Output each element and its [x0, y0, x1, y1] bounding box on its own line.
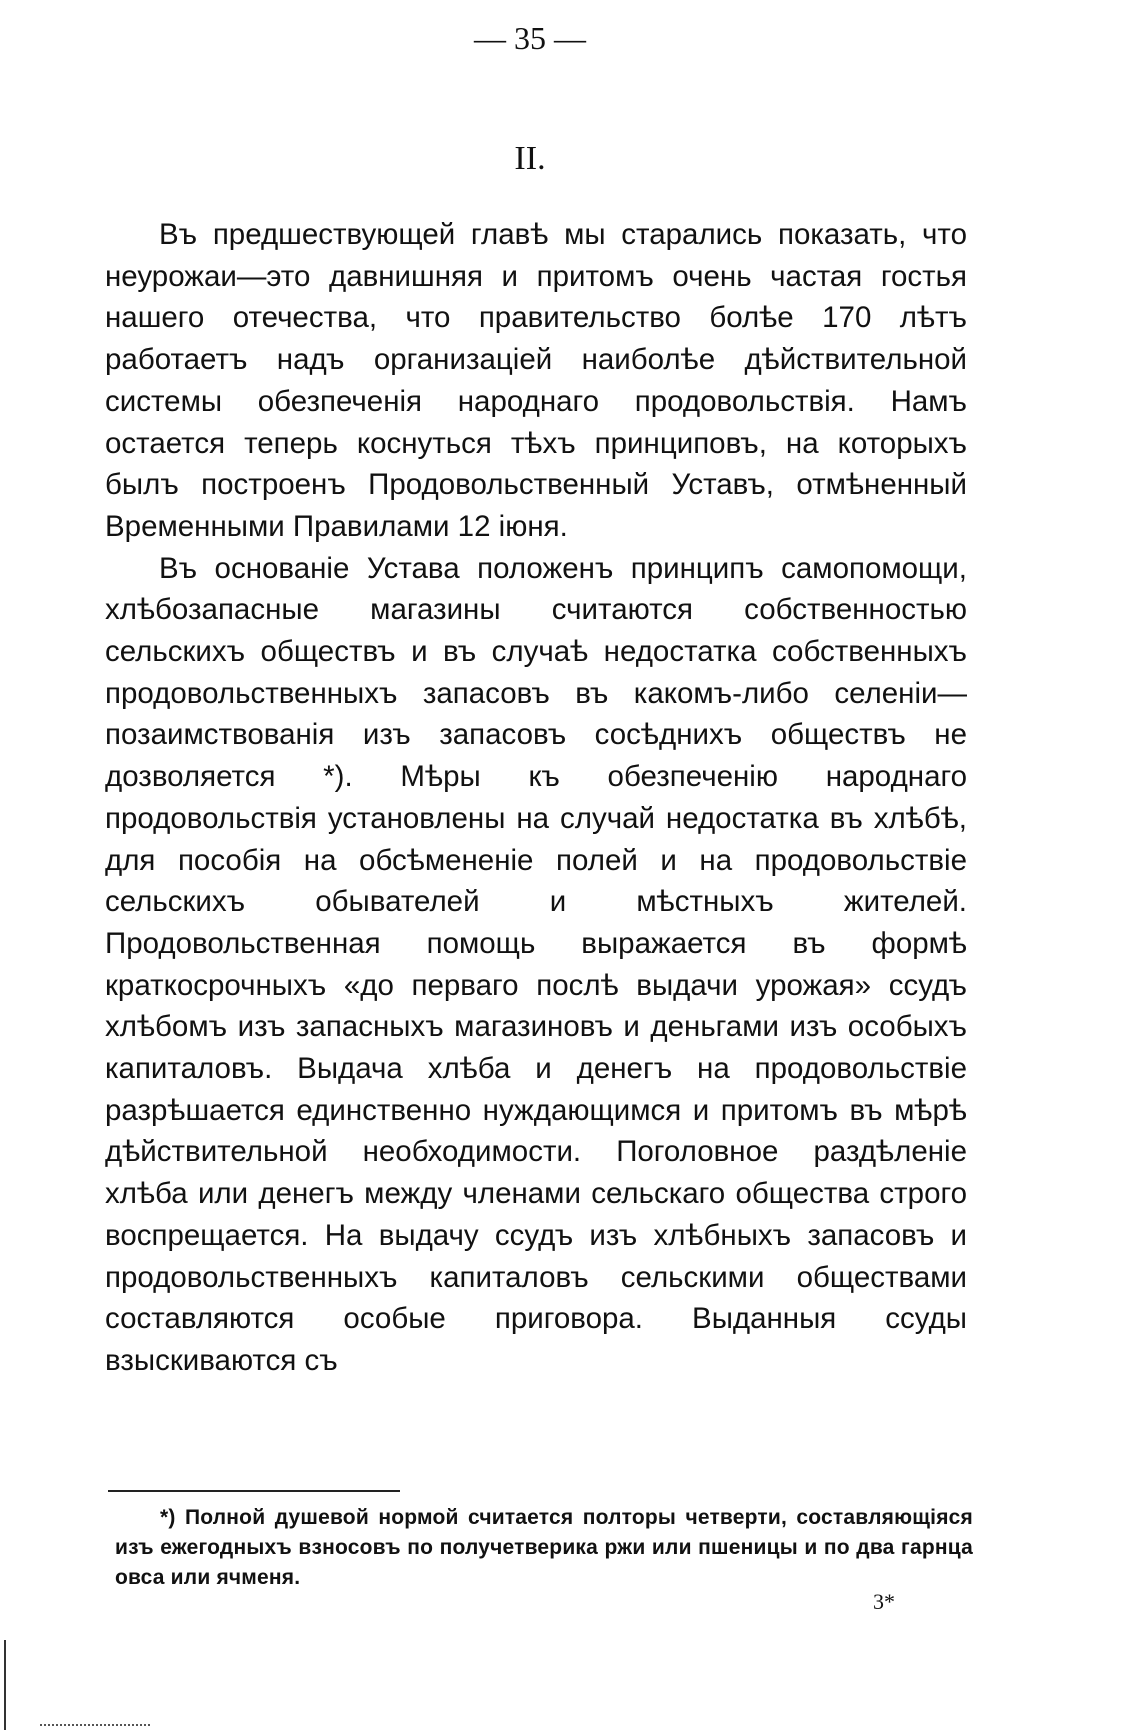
page-number: — 35 — — [474, 20, 586, 56]
scan-bottom-dots — [40, 1724, 150, 1726]
chapter-heading: II. — [514, 140, 546, 177]
paragraph: Въ основанiе Устава положенъ принципъ самопомощи, хлѣбозапасные магазины считаются собственностью сельскихъ обществъ и въ случаѣ недостатка собственныхъ продовольственныхъ запасовъ въ какомъ-либо селенiи—позаимствованiя изъ запасовъ сосѣднихъ обществъ не дозволяется *). Мѣры къ обезпеченiю народнаго продовольствiя установлены на случай недостатка въ хлѣбѣ, для пособiя на обсѣмененiе полей и на продовольствiе сельскихъ обывателей и мѣстныхъ жителей. Продовольственная помощь выражается въ формѣ краткосрочныхъ «до перваго послѣ выдачи урожая» ссудъ хлѣбомъ изъ запасныхъ магазиновъ и деньгами изъ особыхъ капиталовъ. Выдача хлѣба и денегъ на продовольствiе разрѣшается единственно нуждающимся и притомъ въ мѣрѣ дѣйствительной необходимости. Поголовное раздѣленiе хлѣба или денегъ между членами сельскаго общества строго воспрещается. На выдачу ссудъ изъ хлѣбныхъ запасовъ и продовольственныхъ капиталовъ сельскими обществами составляются особые приговора. Выданныя ссуды взыскиваются съ — [105, 551, 967, 1377]
paragraph: Въ предшествующей главѣ мы старались показать, что неурожаи—это давнишняя и притомъ очень частая гостья нашего отечества, что правительство болѣе 170 лѣтъ работаетъ надъ организацiей наиболѣе дѣйствительной системы обезпеченiя народнаго продовольствiя. Намъ остается теперь коснуться тѣхъ принциповъ, на которыхъ былъ построенъ Продовольственный Уставъ, отмѣненный Временными Правилами 12 iюня. — [105, 218, 967, 543]
footnote — [115, 1503, 973, 1593]
main-text — [105, 214, 967, 1382]
signature-mark: 3* — [873, 1589, 895, 1614]
scan-margin-line — [4, 1640, 6, 1730]
footnote-text: *) Полной душевой нормой считается полторы четверти, составляющiяся изъ ежегодныхъ взносовъ по получетверика ржи или пшеницы и по два гарнца овса или ячменя. — [115, 1506, 973, 1589]
footnote-divider — [108, 1490, 400, 1492]
